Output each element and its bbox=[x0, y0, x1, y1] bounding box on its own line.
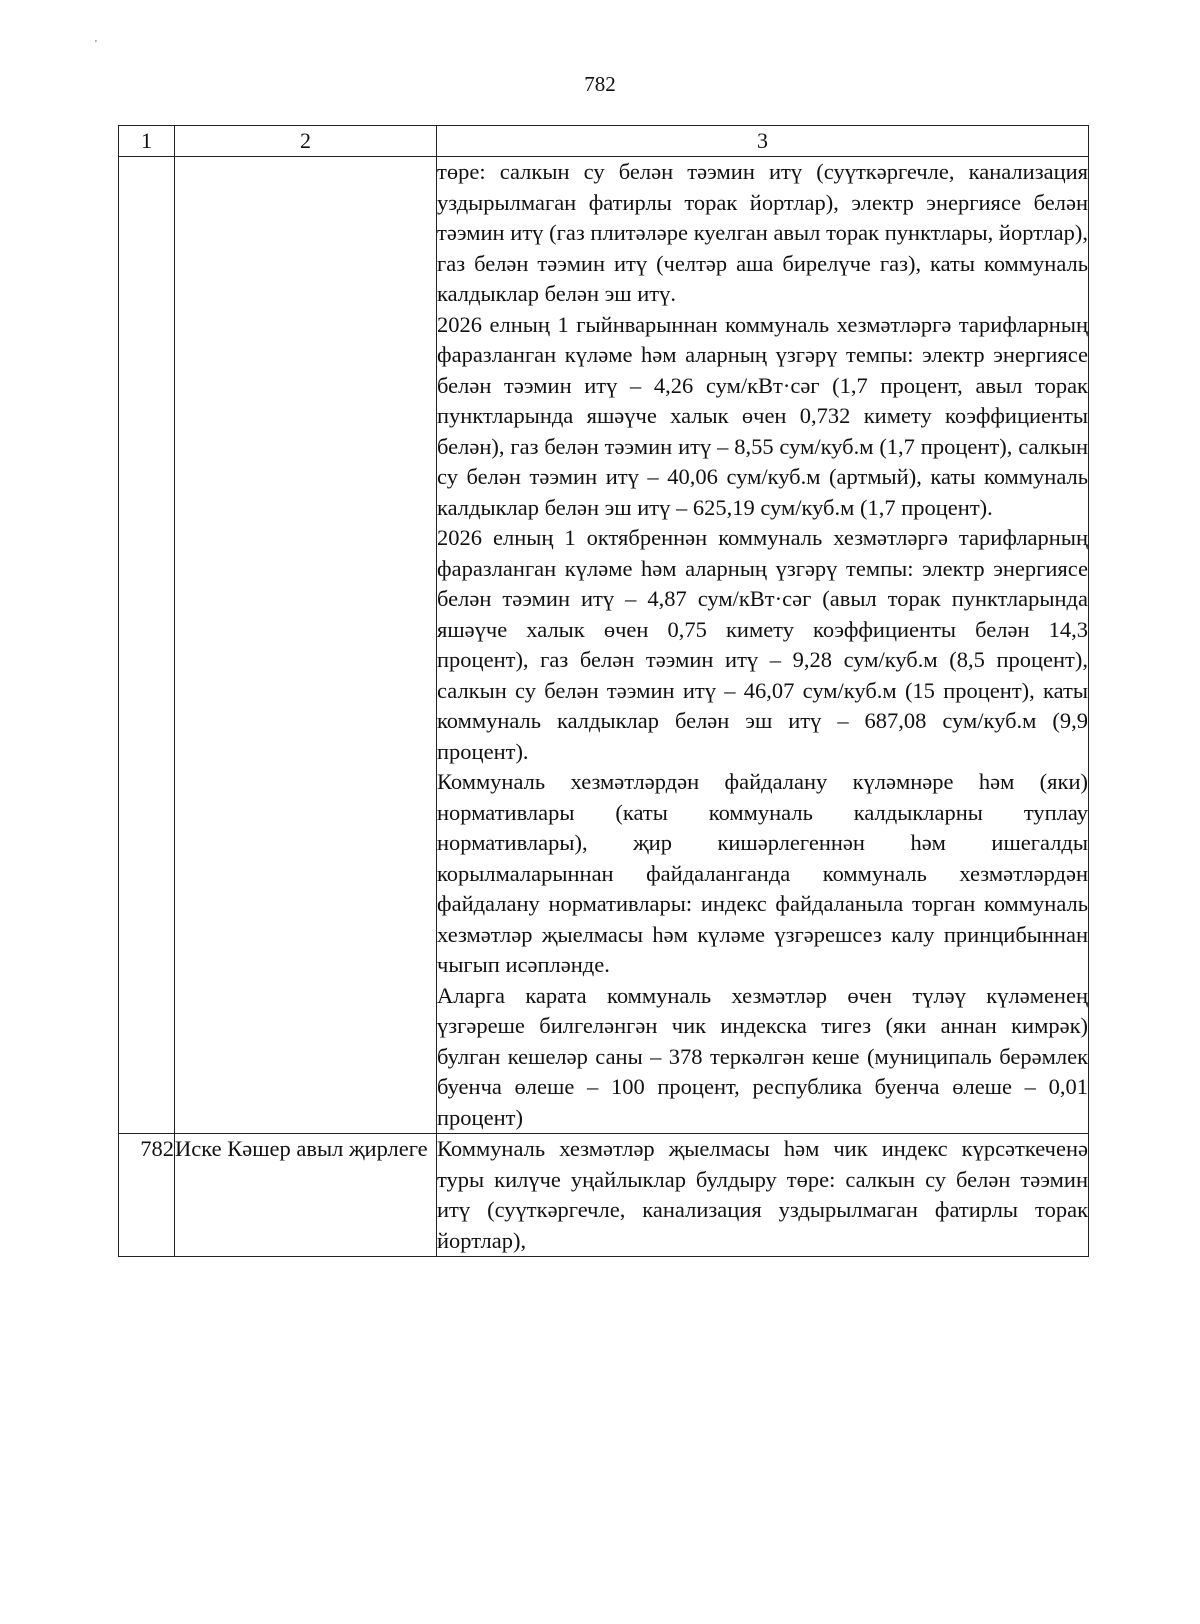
table-row bbox=[119, 1134, 1089, 1257]
description-cell bbox=[437, 157, 1089, 1134]
row-number-cell: 782 bbox=[119, 1134, 175, 1257]
description-paragraph: 2026 елның 1 гыйнварыннан коммуналь хезмәтләргә тарифларның фаразланган күләме һәм аларның үзгәрү темпы: электр энергиясе белән тәэмин итү – 4,26 сум/кВт·сәг (1,7 процент, авыл торак пунктларында яшәүче халык өчен 0,732 кимету коэффициенты белән), газ белән тәэмин итү – 8,55 сум/куб.м (1,7 процент), салкын су белән тәэмин итү – 40,06 сум/куб.м (артмый), каты коммуналь калдыклар белән эш итү – 625,19 сум/куб.м (1,7 процент). bbox=[437, 311, 1088, 520]
page-number: 782 bbox=[584, 72, 616, 96]
header-col-1: 1 bbox=[119, 126, 175, 157]
settlement-name-cell bbox=[175, 157, 437, 1134]
header-col-2: 2 bbox=[175, 126, 437, 157]
description-paragraph: Коммуналь хезмәтләр җыелмасы һәм чик индекс күрсәткеченә туры килүче уңайлыклар булдыру төре: салкын су белән тәэмин итү (суүткәргечле, канализация уздырылмаган фатирлы торак йортлар), bbox=[437, 1136, 1088, 1253]
description-paragraph: төре: салкын су белән тәэмин итү (суүткәргечле, канализация уздырылмаган фатирлы торак йортлар), электр энергиясе белән тәэмин итү (газ плитәләре куелган авыл торак пунктлары, йортлар), газ белән тәэмин итү (челтәр аша бирелүче газ), каты коммуналь калдыклар белән эш итү. bbox=[437, 159, 1088, 306]
table-row bbox=[119, 157, 1089, 1134]
table-header-row bbox=[119, 126, 1089, 157]
description-cell bbox=[437, 1134, 1089, 1257]
header-col-3: 3 bbox=[437, 126, 1089, 157]
description-paragraph: 2026 елның 1 октябреннән коммуналь хезмәтләргә тарифларның фаразланган күләме һәм аларның үзгәрү темпы: электр энергиясе белән тәэмин итү – 4,87 сум/кВт·сәг (авыл торак пунктларында яшәүче халык өчен 0,75 кимету коэффициенты белән 14,3 процент), газ белән тәэмин итү – 9,28 сум/куб.м (8,5 процент), салкын су белән тәэмин итү – 46,07 сум/куб.м (15 процент), каты коммуналь калдыклар белән эш итү – 687,08 сум/куб.м (9,9 процент). bbox=[437, 525, 1088, 764]
corner-mark: ʼ bbox=[94, 38, 98, 50]
description-paragraph: Аларга карата коммуналь хезмәтләр өчен түләү күләменең үзгәреше билгеләнгән чик индекска тигез (яки аннан кимрәк) булган кешеләр саны – 378 теркәлгән кеше (муниципаль берәмлек буенча өлеше – 100 процент, республика буенча өлеше – 0,01 процент) bbox=[437, 982, 1088, 1130]
settlement-name-cell: Иске Кәшер авыл җирлеге bbox=[175, 1134, 437, 1257]
row-number-cell bbox=[119, 157, 175, 1134]
description-paragraph: Коммуналь хезмәтләрдән файдалану күләмнәре һәм (яки) нормативлары (каты коммуналь калдыкларны туплау нормативлары), җир кишәрлегеннән һәм ишегалды корылмаларыннан файдаланганда коммуналь хезмәтләрдән файдалану нормативлары: индекс файдаланыла торган коммуналь хезмәтләр җыелмасы һәм күләме үзгәрешсез калу принцибыннан чыгып исәпләнде. bbox=[437, 769, 1088, 977]
data-table bbox=[118, 125, 1089, 1257]
